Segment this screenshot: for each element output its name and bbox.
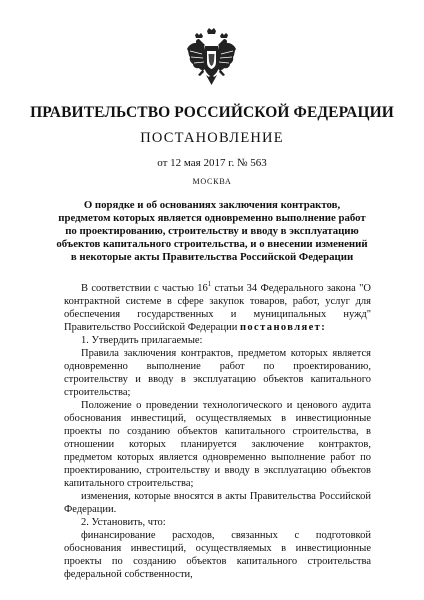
date-and-number: от 12 мая 2017 г. № 563 [157,157,267,169]
resolves-word: постановляет: [239,322,327,333]
paragraph-regulation: Положение о проведении технологического и ценового аудита обоснования инвестиций, осуществляемых в инвестиционные проекты по созданию объектов капитального строительства, в отношении которых планируется заключение контрактов, предметом которых является одновременно выполнение работ по проектированию, строительству и вводу в эксплуатацию объектов капитального строительства; [64,400,371,489]
russian-coat-of-arms-icon [186,27,237,87]
heading-line: О порядке и об основаниях заключения контрактов, [83,199,341,211]
city-name: МОСКВА [192,177,232,186]
paragraph-preamble [64,279,371,334]
heading-line: в некоторые акты Правительства Российской Федерации [70,251,354,264]
superscript: 1 [207,279,212,288]
heading-line: предметом которых является одновременно выполнение работ [58,212,366,225]
paragraph-financing: финансирование расходов, связанных с подготовкой обоснования инвестиций, осуществляемых в инвестиционные проекты по созданию объектов капитального строительства федеральной собственности, [64,530,371,580]
document-body [64,279,371,581]
paragraph-changes: изменения, которые вносятся в акты Правительства Российской Федерации. [64,491,371,515]
paragraph-rules: Правила заключения контрактов, предметом которых является одновременно выполнение работ по проектированию, строительству и вводу в эксплуатацию объектов капитального строительства; [64,348,371,398]
heading-line: по проектированию, строительству и вводу в эксплуатацию [65,225,359,238]
paragraph-item-2: 2. Установить, что: [81,517,166,528]
paragraph-item-1: 1. Утвердить прилагаемые: [81,335,203,346]
document-type: ПОСТАНОВЛЕНИЕ [140,130,284,146]
document-heading [50,199,374,264]
preamble-text-continued: статьи 34 Федерального закона "О контрактной системе в сфере закупок товаров, работ, услуг для обеспечения государственных и муниципальных нужд" Правительство Российской Федерации [64,283,371,333]
preamble-text: В соответствии с частью 16 [81,283,208,294]
government-title: ПРАВИТЕЛЬСТВО РОССИЙСКОЙ ФЕДЕРАЦИИ [30,104,394,121]
heading-line: объектов капитального строительства, и о внесении изменений [56,238,368,251]
